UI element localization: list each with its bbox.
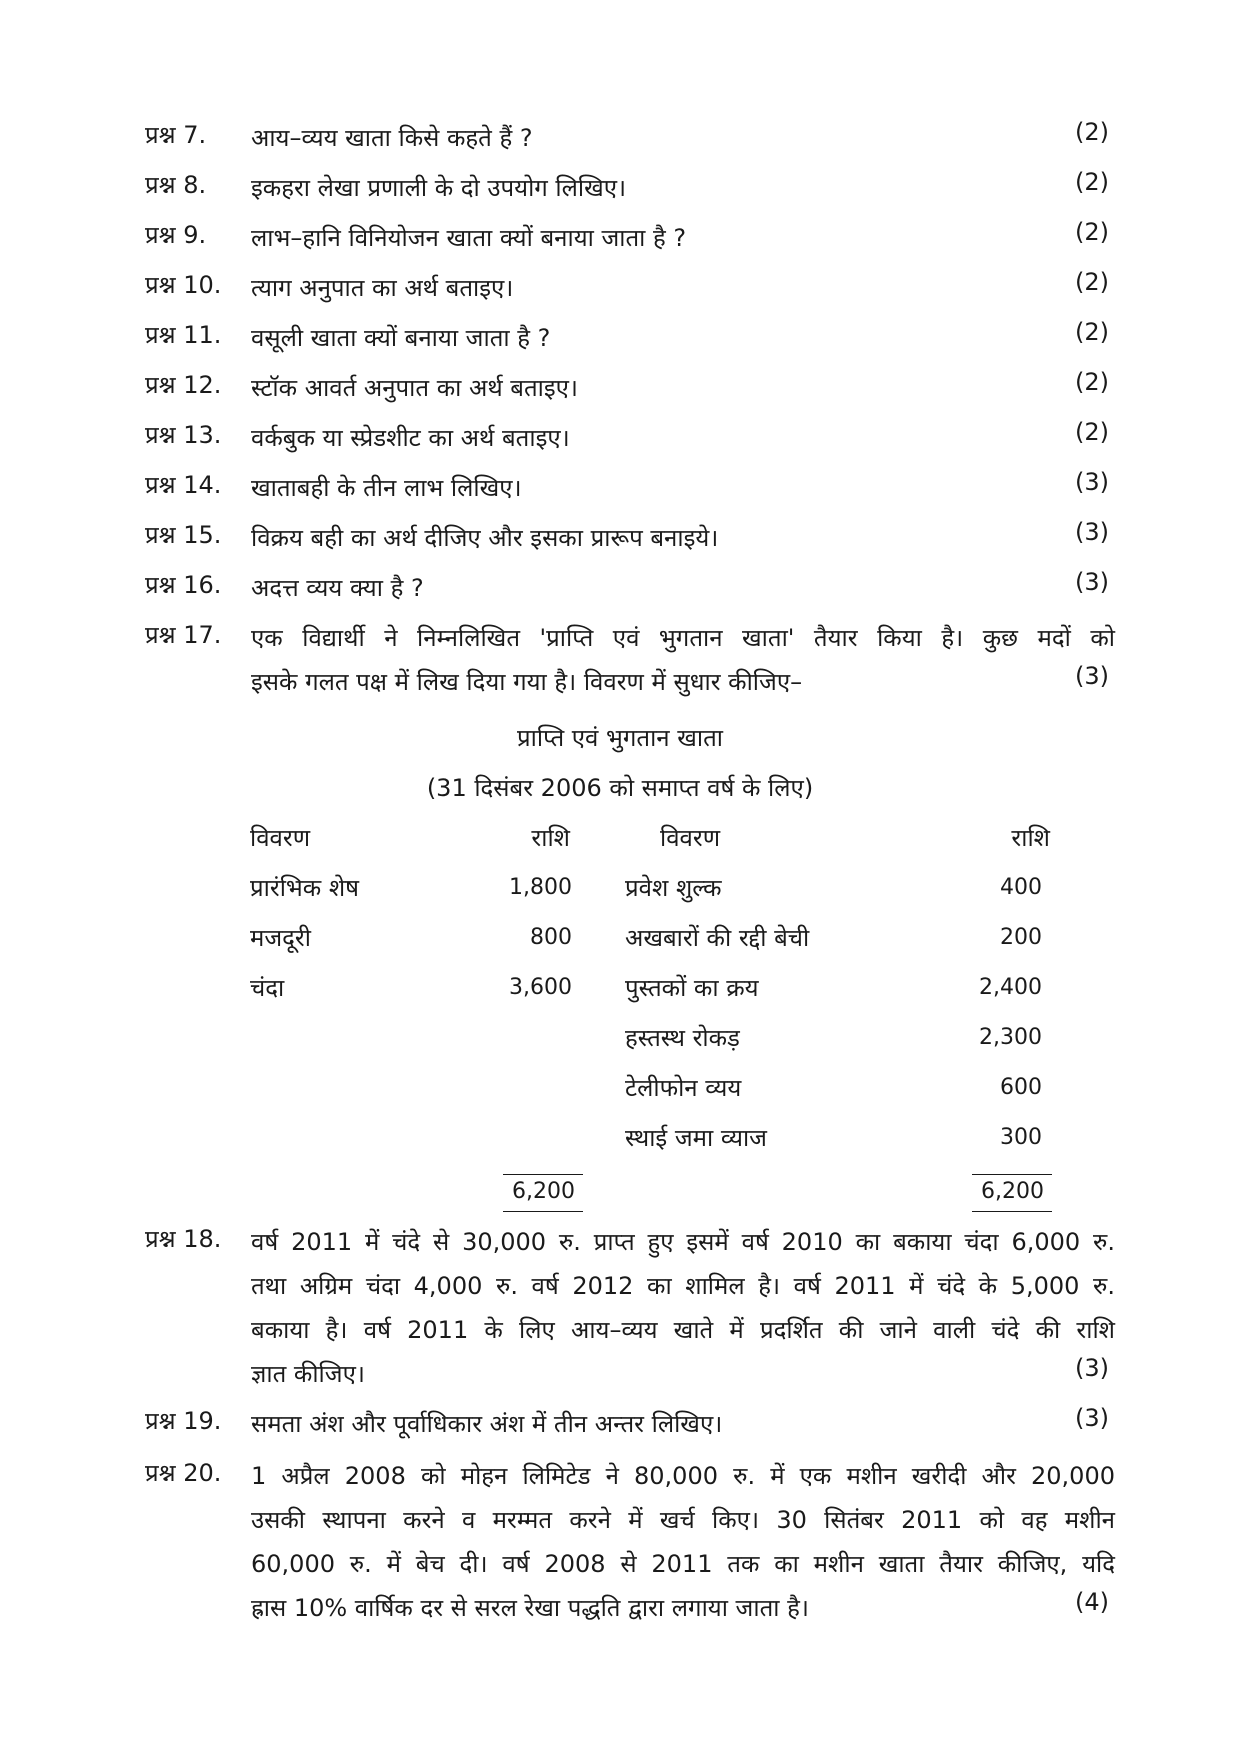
right-desc-header: विवरण	[660, 824, 721, 852]
question-marks: (4)	[1075, 1588, 1109, 1616]
question-number: प्रश्न 8.	[145, 171, 207, 199]
question-text: ह्रास 10% वार्षिक दर से सरल रेखा पद्धति द्वारा लगाया जाता है।	[251, 1594, 809, 1622]
account-subtitle: (31 दिसंबर 2006 को समाप्त वर्ष के लिए)	[426, 774, 814, 802]
payment-item: टेलीफोन व्यय	[625, 1074, 742, 1102]
payment-amount: 200	[1000, 925, 1042, 950]
payment-item: हस्तस्थ रोकड़	[625, 1024, 740, 1052]
receipt-item: मजदूरी	[250, 924, 311, 952]
question-text: एक विद्यार्थी ने निम्नलिखित 'प्राप्ति एवं भुगतान खाता' तैयार किया है। कुछ मदों को	[251, 624, 1115, 652]
question-number: प्रश्न 18.	[145, 1225, 222, 1253]
question-number: प्रश्न 19.	[145, 1407, 222, 1435]
question-number: प्रश्न 13.	[145, 421, 222, 449]
question-text: अदत्त व्यय क्या है ?	[251, 574, 424, 602]
question-number: प्रश्न 10.	[145, 271, 222, 299]
question-number: प्रश्न 9.	[145, 221, 207, 249]
question-marks: (2)	[1075, 218, 1109, 246]
question-marks: (3)	[1075, 1404, 1109, 1432]
receipt-item: चंदा	[250, 974, 285, 1002]
question-marks: (2)	[1075, 318, 1109, 346]
payment-amount: 2,400	[979, 975, 1042, 1000]
question-text: आय–व्यय खाता किसे कहते हैं ?	[251, 124, 533, 152]
question-marks: (2)	[1075, 418, 1109, 446]
question-marks: (3)	[1075, 662, 1109, 690]
question-text: समता अंश और पूर्वाधिकार अंश में तीन अन्तर लिखिए।	[251, 1410, 723, 1438]
question-text: वर्कबुक या स्प्रेडशीट का अर्थ बताइए।	[251, 424, 570, 452]
payment-amount: 2,300	[979, 1025, 1042, 1050]
question-number: प्रश्न 17.	[145, 621, 222, 649]
question-text: 60,000 रु. में बेच दी। वर्ष 2008 से 2011 तक का मशीन खाता तैयार कीजिए, यदि	[251, 1550, 1115, 1578]
left-desc-header: विवरण	[250, 824, 311, 852]
question-marks: (2)	[1075, 268, 1109, 296]
question-text: ज्ञात कीजिए।	[251, 1360, 365, 1388]
question-marks: (3)	[1075, 568, 1109, 596]
question-text: लाभ–हानि विनियोजन खाता क्यों बनाया जाता है ?	[251, 224, 687, 252]
receipt-amount: 1,800	[509, 875, 572, 900]
right-total: 6,200	[972, 1174, 1052, 1212]
payment-amount: 300	[1000, 1125, 1042, 1150]
question-marks: (3)	[1075, 518, 1109, 546]
receipt-amount: 3,600	[509, 975, 572, 1000]
question-text: बकाया है। वर्ष 2011 के लिए आय–व्यय खाते में प्रदर्शित की जाने वाली चंदे की राशि	[251, 1316, 1115, 1344]
payment-item: अखबारों की रद्दी बेची	[625, 924, 810, 952]
question-marks: (2)	[1075, 118, 1109, 146]
left-amount-header: राशि	[531, 824, 570, 852]
question-text: वसूली खाता क्यों बनाया जाता है ?	[251, 324, 551, 352]
question-number: प्रश्न 14.	[145, 471, 222, 499]
question-number: प्रश्न 16.	[145, 571, 222, 599]
question-text: इसके गलत पक्ष में लिख दिया गया है। विवरण में सुधार कीजिए–	[251, 668, 803, 696]
question-text: विक्रय बही का अर्थ दीजिए और इसका प्रारूप बनाइये।	[251, 524, 719, 552]
question-marks: (3)	[1075, 1354, 1109, 1382]
right-amount-header: राशि	[1011, 824, 1050, 852]
question-text: त्याग अनुपात का अर्थ बताइए।	[251, 274, 514, 302]
question-number: प्रश्न 20.	[145, 1459, 222, 1487]
question-text: 1 अप्रैल 2008 को मोहन लिमिटेड ने 80,000 रु. में एक मशीन खरीदी और 20,000	[251, 1462, 1115, 1490]
question-marks: (2)	[1075, 168, 1109, 196]
question-marks: (2)	[1075, 368, 1109, 396]
left-total: 6,200	[503, 1174, 583, 1212]
payment-item: प्रवेश शुल्क	[625, 874, 722, 902]
payment-amount: 600	[1000, 1075, 1042, 1100]
question-text: इकहरा लेखा प्रणाली के दो उपयोग लिखिए।	[251, 174, 627, 202]
account-title: प्राप्ति एवं भुगतान खाता	[516, 724, 723, 752]
payment-amount: 400	[1000, 875, 1042, 900]
question-number: प्रश्न 12.	[145, 371, 222, 399]
question-marks: (3)	[1075, 468, 1109, 496]
payment-item: पुस्तकों का क्रय	[625, 974, 759, 1002]
payment-item: स्थाई जमा व्याज	[625, 1124, 767, 1152]
question-text: खाताबही के तीन लाभ लिखिए।	[251, 474, 522, 502]
receipt-item: प्रारंभिक शेष	[250, 874, 360, 902]
question-number: प्रश्न 15.	[145, 521, 222, 549]
question-text: उसकी स्थापना करने व मरम्मत करने में खर्च किए। 30 सितंबर 2011 को वह मशीन	[251, 1506, 1115, 1534]
question-text: वर्ष 2011 में चंदे से 30,000 रु. प्राप्त हुए इसमें वर्ष 2010 का बकाया चंदा 6,000 रु.	[251, 1228, 1115, 1256]
question-text: तथा अग्रिम चंदा 4,000 रु. वर्ष 2012 का शामिल है। वर्ष 2011 में चंदे के 5,000 रु.	[251, 1272, 1115, 1300]
question-number: प्रश्न 7.	[145, 121, 207, 149]
question-text: स्टॉक आवर्त अनुपात का अर्थ बताइए।	[251, 374, 579, 402]
receipt-amount: 800	[530, 925, 572, 950]
question-number: प्रश्न 11.	[145, 321, 222, 349]
